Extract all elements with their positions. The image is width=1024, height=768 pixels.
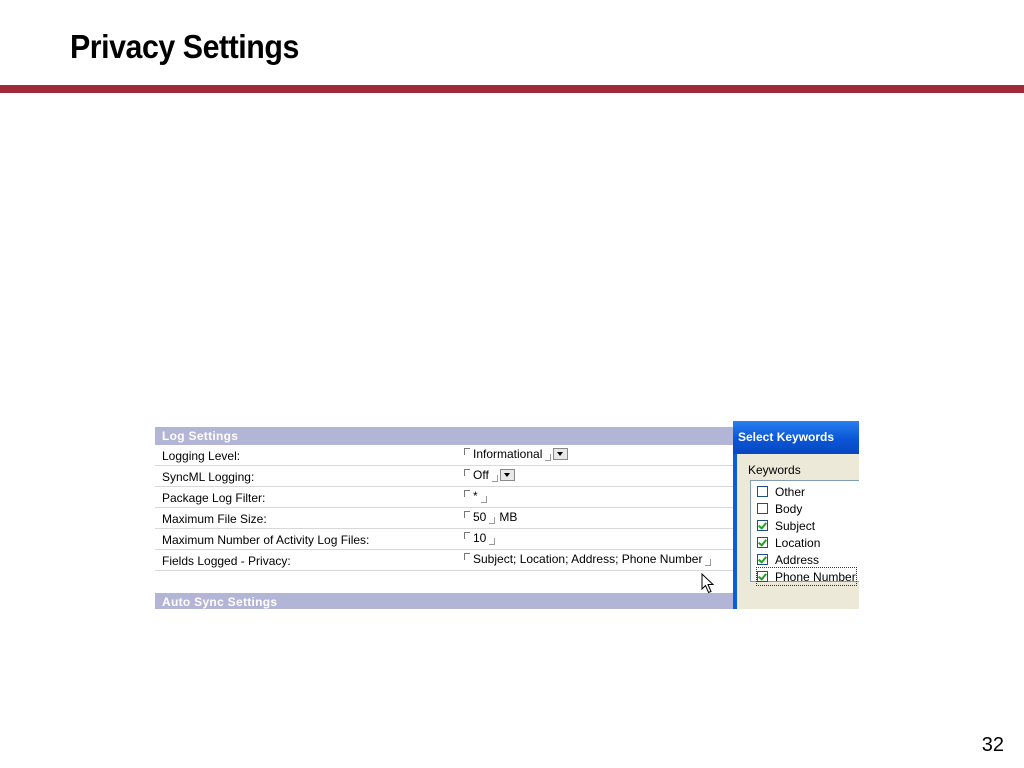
checkbox[interactable]	[757, 537, 768, 548]
log-settings-rows	[155, 445, 733, 571]
field-corner-icon	[481, 496, 487, 503]
keyword-label: Other	[775, 484, 806, 499]
chevron-down-icon[interactable]	[553, 448, 568, 460]
syncml-logging-text: Off	[473, 468, 489, 482]
keyword-label: Phone Number	[775, 569, 856, 584]
package-log-filter-text: *	[473, 489, 478, 503]
dialog-title-bar[interactable]: Select Keywords	[733, 421, 859, 454]
table-row	[155, 445, 733, 466]
page-number: 32	[981, 734, 1004, 756]
table-row	[155, 466, 733, 487]
field-corner-icon	[464, 511, 470, 518]
logging-level-text: Informational	[473, 447, 543, 461]
max-file-size-unit: MB	[499, 510, 518, 524]
field-corner-icon	[492, 475, 498, 482]
field-corner-icon	[464, 448, 470, 455]
max-file-size-text: 50	[473, 510, 487, 524]
keywords-label: Keywords	[748, 463, 801, 477]
keyword-label: Location	[775, 535, 821, 550]
field-corner-icon	[705, 559, 711, 566]
mouse-pointer-icon	[701, 573, 715, 595]
keyword-item-subject[interactable]	[757, 517, 815, 534]
checkbox[interactable]	[757, 554, 768, 565]
keyword-label: Address	[775, 552, 820, 567]
keyword-item-location[interactable]	[757, 534, 820, 551]
package-log-filter-value[interactable]	[464, 489, 487, 503]
max-activity-log-files-value[interactable]	[464, 531, 495, 545]
slide-title: Privacy Settings	[70, 28, 299, 65]
table-row	[155, 487, 733, 508]
chevron-down-icon[interactable]	[500, 469, 515, 481]
logging-level-value[interactable]	[464, 447, 568, 461]
logging-level-label: Logging Level:	[162, 449, 241, 463]
field-corner-icon	[464, 532, 470, 539]
syncml-logging-label: SyncML Logging:	[162, 470, 255, 484]
field-corner-icon	[489, 538, 495, 545]
syncml-logging-value[interactable]	[464, 468, 515, 482]
max-file-size-value[interactable]	[464, 510, 517, 524]
fields-logged-privacy-label: Fields Logged - Privacy:	[162, 554, 291, 568]
screenshot	[155, 421, 859, 609]
fields-logged-privacy-text: Subject; Location; Address; Phone Number	[473, 552, 703, 566]
field-corner-icon	[464, 490, 470, 497]
keyword-item-phone-number[interactable]	[757, 568, 856, 585]
keyword-label: Body	[775, 501, 803, 516]
checkbox[interactable]	[757, 486, 768, 497]
max-activity-log-files-label: Maximum Number of Activity Log Files:	[162, 533, 370, 547]
keyword-item-other[interactable]	[757, 483, 805, 500]
log-settings-panel	[155, 421, 733, 609]
max-activity-log-files-text: 10	[473, 531, 487, 545]
keywords-list[interactable]	[750, 480, 859, 582]
table-row	[155, 529, 733, 550]
title-divider	[0, 85, 1024, 93]
dialog-body	[737, 454, 859, 609]
checkbox[interactable]	[757, 520, 768, 531]
keyword-label: Subject	[775, 518, 816, 533]
field-corner-icon	[545, 454, 551, 461]
field-corner-icon	[464, 553, 470, 560]
package-log-filter-label: Package Log Filter:	[162, 491, 266, 505]
checkbox[interactable]	[757, 571, 768, 582]
keyword-item-body[interactable]	[757, 500, 802, 517]
table-row	[155, 550, 733, 571]
log-settings-header: Log Settings	[155, 427, 733, 445]
fields-logged-privacy-value[interactable]	[464, 552, 711, 566]
field-corner-icon	[489, 517, 495, 524]
checkbox[interactable]	[757, 503, 768, 514]
field-corner-icon	[464, 469, 470, 476]
select-keywords-dialog	[733, 421, 859, 609]
max-file-size-label: Maximum File Size:	[162, 512, 267, 526]
keyword-item-address[interactable]	[757, 551, 819, 568]
table-row	[155, 508, 733, 529]
auto-sync-settings-header: Auto Sync Settings	[155, 593, 733, 609]
